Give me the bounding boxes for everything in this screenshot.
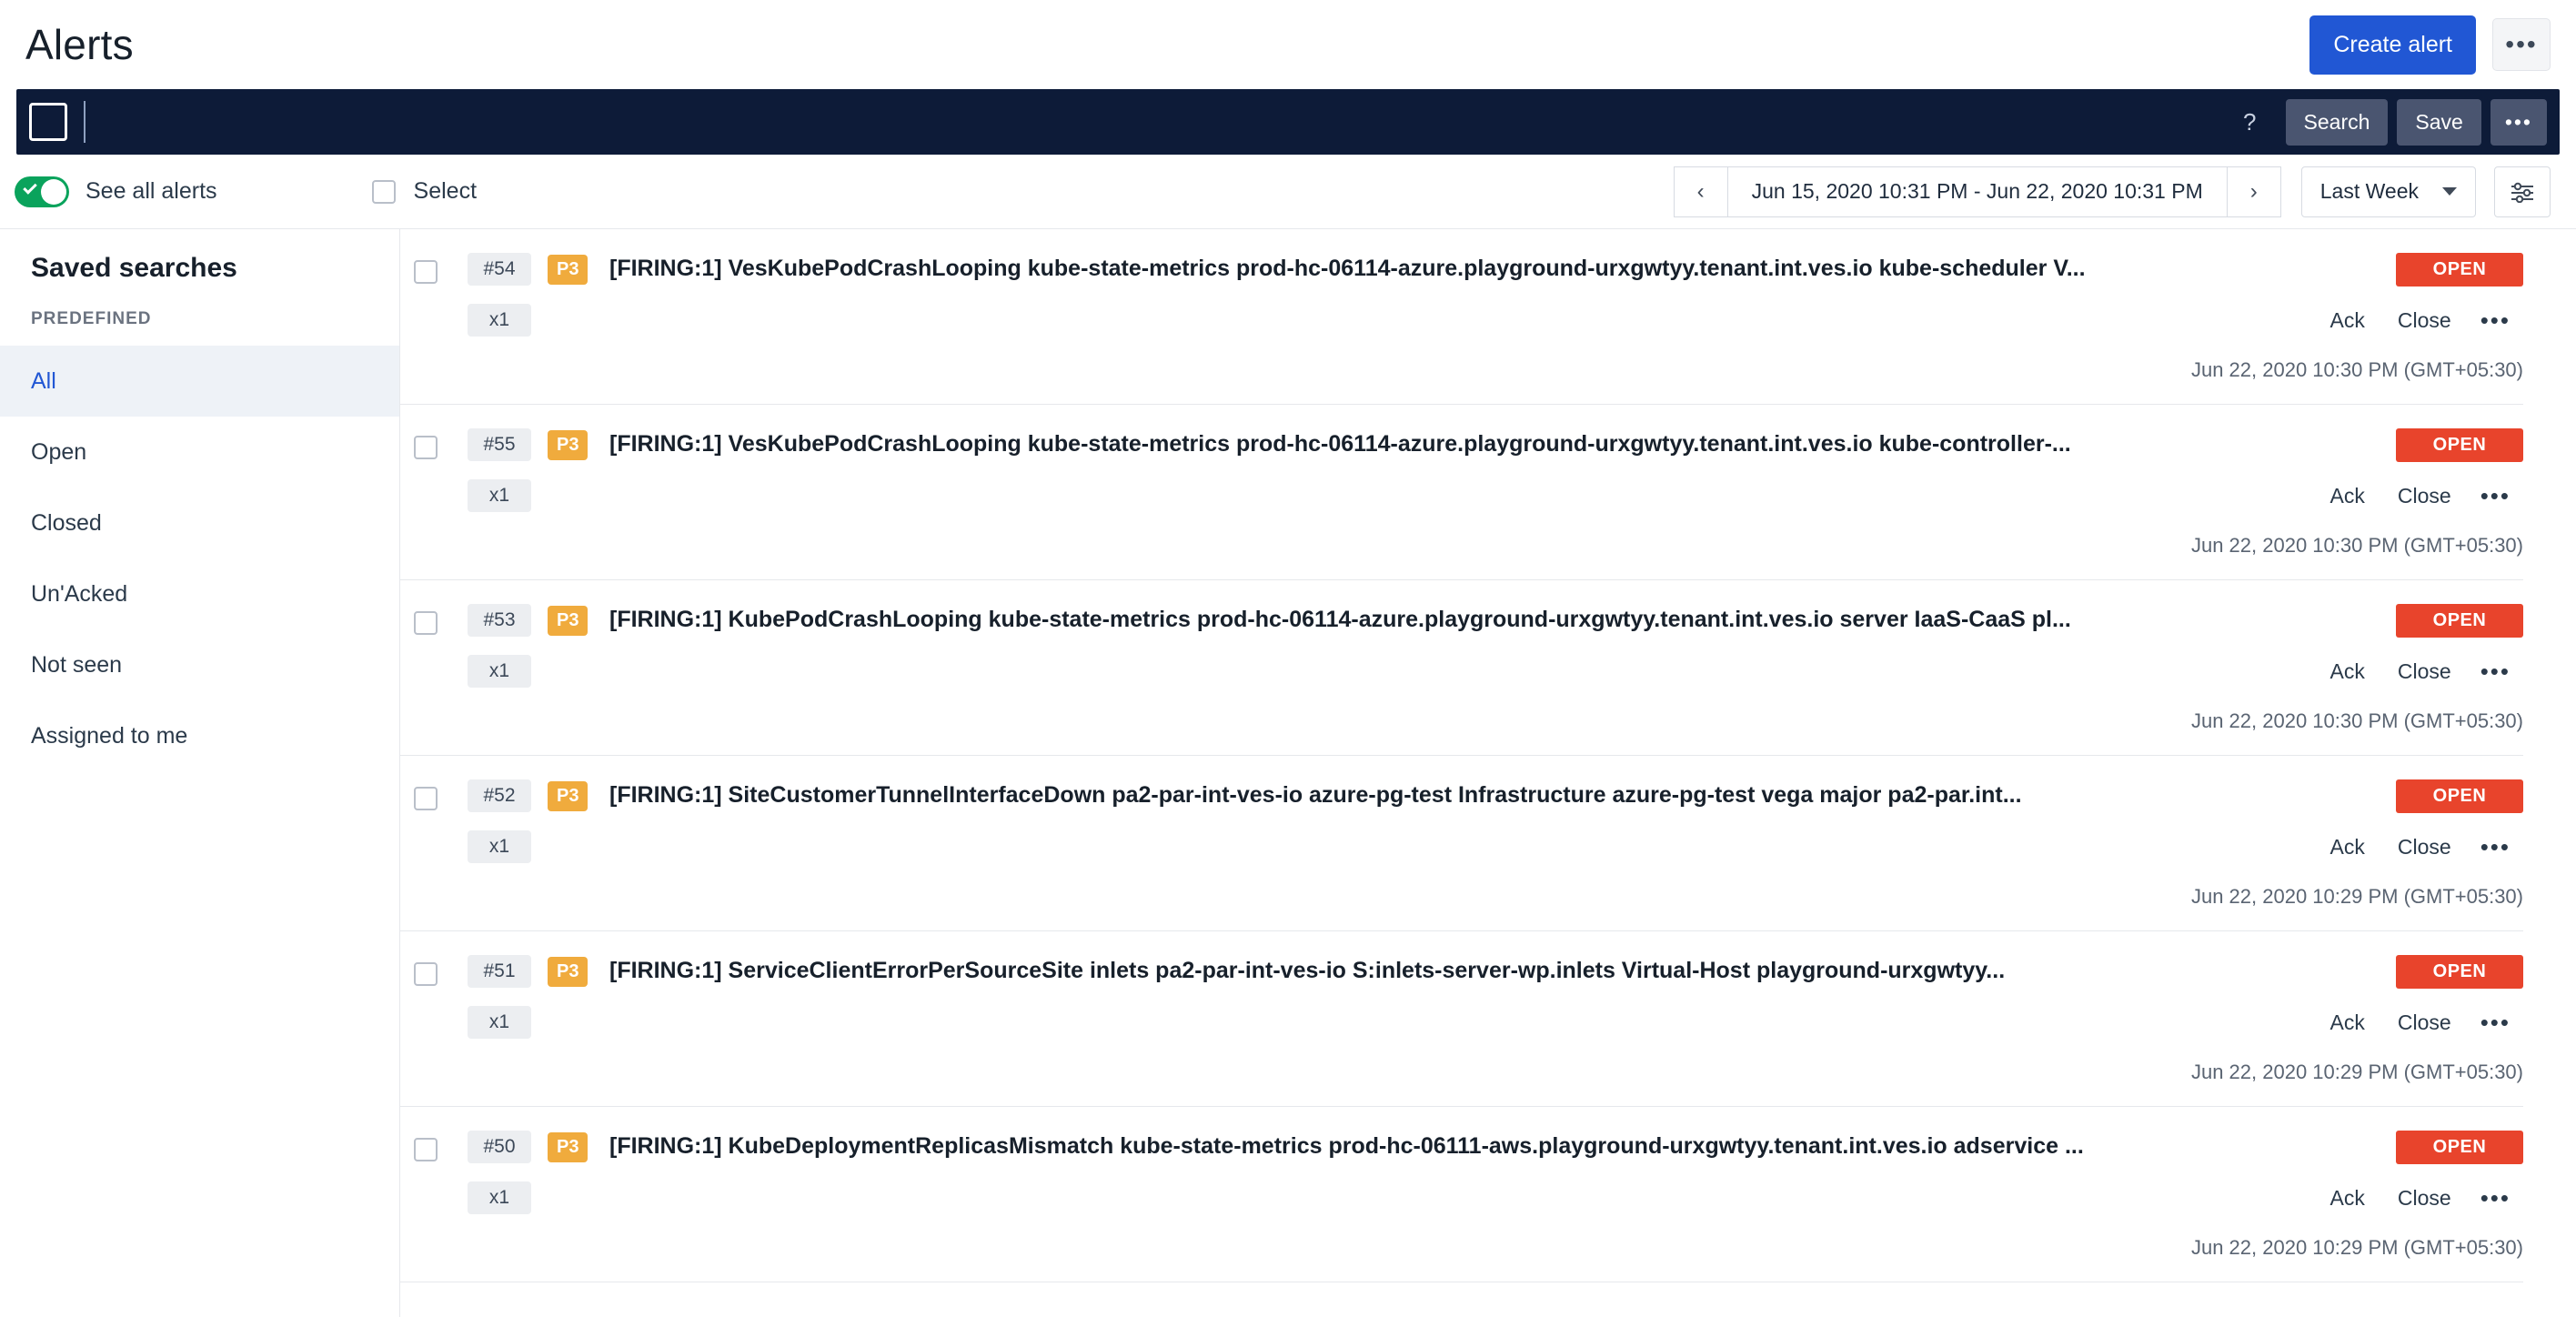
alert-message[interactable]: [FIRING:1] KubePodCrashLooping kube-state-metrics prod-hc-06114-azure.playground-urxgwtyy.tenant.int.ves.io server IaaS-CaaS pl... [609,607,2071,632]
row-id-cell [451,1131,548,1265]
row-checkbox[interactable] [414,611,438,635]
row-priority-cell [548,779,609,914]
alert-id-badge: #54 [468,253,531,286]
row-checkbox[interactable] [414,962,438,986]
alert-message[interactable]: [FIRING:1] VesKubePodCrashLooping kube-state-metrics prod-hc-06114-azure.playground-urxgwtyy.tenant.int.ves.io kube-scheduler V... [609,256,2086,281]
alert-message[interactable]: [FIRING:1] SiteCustomerTunnelInterfaceDown pa2-par-int-ves-io azure-pg-test Infrastructure azure-pg-test vega major pa2-par.int... [609,782,2022,808]
row-priority-cell [548,1131,609,1265]
status-badge: OPEN [2396,253,2523,287]
header-more-icon[interactable]: ••• [2492,18,2551,71]
alert-id-badge: #55 [468,428,531,461]
sidebar [0,229,400,1317]
close-button[interactable]: Close [2381,829,2468,865]
alert-timestamp: Jun 22, 2020 10:29 PM (GMT+05:30) [2190,1061,2523,1083]
priority-badge: P3 [548,255,588,285]
row-id-cell [451,779,548,914]
alert-id-badge: #51 [468,955,531,988]
row-priority-cell [548,955,609,1090]
sliders-icon [2510,181,2535,203]
alert-count-badge: x1 [468,304,531,337]
priority-badge: P3 [548,781,588,811]
sidebar-item-assigned-to-me[interactable]: Assigned to me [31,722,188,749]
status-badge: OPEN [2396,428,2523,462]
row-actions [2314,1181,2523,1216]
alert-id-badge: #50 [468,1131,531,1163]
sidebar-item-all[interactable]: All [0,346,399,417]
row-more-icon[interactable]: ••• [2480,307,2511,334]
date-range-control [1674,166,2551,217]
alert-timestamp: Jun 22, 2020 10:30 PM (GMT+05:30) [2190,709,2523,732]
row-actions [2314,303,2523,338]
alert-timestamp: Jun 22, 2020 10:30 PM (GMT+05:30) [2190,534,2523,557]
toggle-knob [41,179,66,205]
status-badge: OPEN [2396,1131,2523,1164]
ack-button[interactable]: Ack [2314,303,2381,338]
alert-count-badge: x1 [468,1006,531,1039]
alert-timestamp: Jun 22, 2020 10:30 PM (GMT+05:30) [2190,358,2523,381]
sidebar-item-closed[interactable]: Closed [31,509,102,536]
select-group [372,178,477,205]
alert-count-badge: x1 [468,479,531,512]
alert-count-badge: x1 [468,1181,531,1214]
alert-id-badge: #53 [468,604,531,637]
page-title: Alerts [25,21,134,68]
select-all-checkbox[interactable] [372,180,396,204]
row-checkbox[interactable] [414,1138,438,1161]
search-bar [16,89,2560,155]
controls-bar [0,155,2576,229]
ack-button[interactable]: Ack [2314,829,2381,865]
row-actions [2314,1005,2523,1041]
row-id-cell [451,253,548,387]
row-more-icon[interactable]: ••• [2480,658,2511,685]
sidebar-item-not-seen[interactable]: Not seen [31,651,123,678]
create-alert-button[interactable]: Create alert [2309,15,2476,75]
alert-message[interactable]: [FIRING:1] KubeDeploymentReplicasMismatch kube-state-metrics prod-hc-06111-aws.playground-urxgwtyy.tenant.int.ves.io adservice ... [609,1133,2084,1159]
row-id-cell [451,955,548,1090]
ack-button[interactable]: Ack [2314,654,2381,689]
row-checkbox[interactable] [414,260,438,284]
table-row[interactable] [400,229,2523,405]
row-more-icon[interactable]: ••• [2480,482,2511,509]
row-check-cell [400,253,451,387]
see-all-alerts-toggle[interactable] [15,176,69,207]
check-icon [23,180,37,195]
sidebar-item-open[interactable]: Open [31,438,87,465]
status-badge: OPEN [2396,779,2523,813]
table-row[interactable] [400,580,2523,756]
row-right-cell [2159,253,2523,387]
row-actions [2314,654,2523,689]
row-right-cell [2159,1131,2523,1265]
priority-badge: P3 [548,606,588,636]
predefined-group-label: PREDEFINED [31,309,152,328]
search-input[interactable] [84,101,2223,143]
row-checkbox[interactable] [414,436,438,459]
close-button[interactable]: Close [2381,1005,2468,1041]
date-range-field[interactable]: Jun 15, 2020 10:31 PM - Jun 22, 2020 10:31 PM [1728,166,2227,217]
ack-button[interactable]: Ack [2314,1181,2381,1216]
search-button[interactable]: Search [2286,99,2389,146]
ack-button[interactable]: Ack [2314,1005,2381,1041]
prev-range-button[interactable]: ‹ [1674,166,1728,217]
status-badge: OPEN [2396,604,2523,638]
close-button[interactable]: Close [2381,1181,2468,1216]
close-button[interactable]: Close [2381,478,2468,514]
saved-searches-title: Saved searches [31,253,237,283]
page-body [0,229,2576,1317]
row-more-icon[interactable]: ••• [2480,1009,2511,1036]
help-icon[interactable]: ? [2243,107,2257,136]
row-right-cell [2159,955,2523,1090]
row-right-cell [2159,604,2523,739]
row-check-cell [400,779,451,914]
save-search-button[interactable]: Save [2397,99,2480,146]
close-button[interactable]: Close [2381,654,2468,689]
priority-badge: P3 [548,1132,588,1162]
priority-badge: P3 [548,957,588,987]
status-badge: OPEN [2396,955,2523,989]
select-label: Select [413,178,478,204]
close-button[interactable]: Close [2381,303,2468,338]
page-header [0,0,2576,89]
table-row[interactable] [400,405,2523,580]
row-id-cell [451,428,548,563]
ack-button[interactable]: Ack [2314,478,2381,514]
see-all-alerts-label: See all alerts [86,178,217,204]
row-right-cell [2159,428,2523,563]
chevron-down-icon [2442,187,2457,196]
row-more-icon[interactable]: ••• [2480,1184,2511,1211]
row-check-cell [400,428,451,563]
row-right-cell [2159,779,2523,914]
square-icon [29,103,67,141]
next-range-button[interactable]: › [2227,166,2281,217]
table-row[interactable] [400,931,2523,1107]
search-more-icon[interactable]: ••• [2490,99,2547,146]
row-actions [2314,478,2523,514]
priority-badge: P3 [548,430,588,460]
alert-message[interactable]: [FIRING:1] VesKubePodCrashLooping kube-state-metrics prod-hc-06114-azure.playground-urxgwtyy.tenant.int.ves.io kube-controller-... [609,431,2071,457]
row-actions [2314,829,2523,865]
header-actions [2309,15,2551,75]
sidebar-item-unacked[interactable]: Un'Acked [31,580,128,607]
alert-timestamp: Jun 22, 2020 10:29 PM (GMT+05:30) [2190,1236,2523,1259]
alert-message[interactable]: [FIRING:1] ServiceClientErrorPerSourceSite inlets pa2-par-int-ves-io S:inlets-server-wp.inlets Virtual-Host playground-urxgwtyy... [609,958,2006,983]
row-priority-cell [548,604,609,739]
row-priority-cell [548,253,609,387]
filter-settings-button[interactable] [2494,166,2551,217]
alert-timestamp: Jun 22, 2020 10:29 PM (GMT+05:30) [2190,885,2523,908]
row-check-cell [400,1131,451,1265]
row-checkbox[interactable] [414,787,438,810]
alerts-list [400,229,2576,1317]
alert-id-badge: #52 [468,779,531,812]
table-row[interactable] [400,1107,2523,1282]
alert-count-badge: x1 [468,655,531,688]
table-row[interactable] [400,756,2523,931]
range-preset-label: Last Week [2319,179,2419,203]
row-check-cell [400,955,451,1090]
row-check-cell [400,604,451,739]
range-preset-select[interactable] [2301,166,2476,217]
alert-count-badge: x1 [468,830,531,863]
row-id-cell [451,604,548,739]
row-more-icon[interactable]: ••• [2480,833,2511,860]
row-priority-cell [548,428,609,563]
